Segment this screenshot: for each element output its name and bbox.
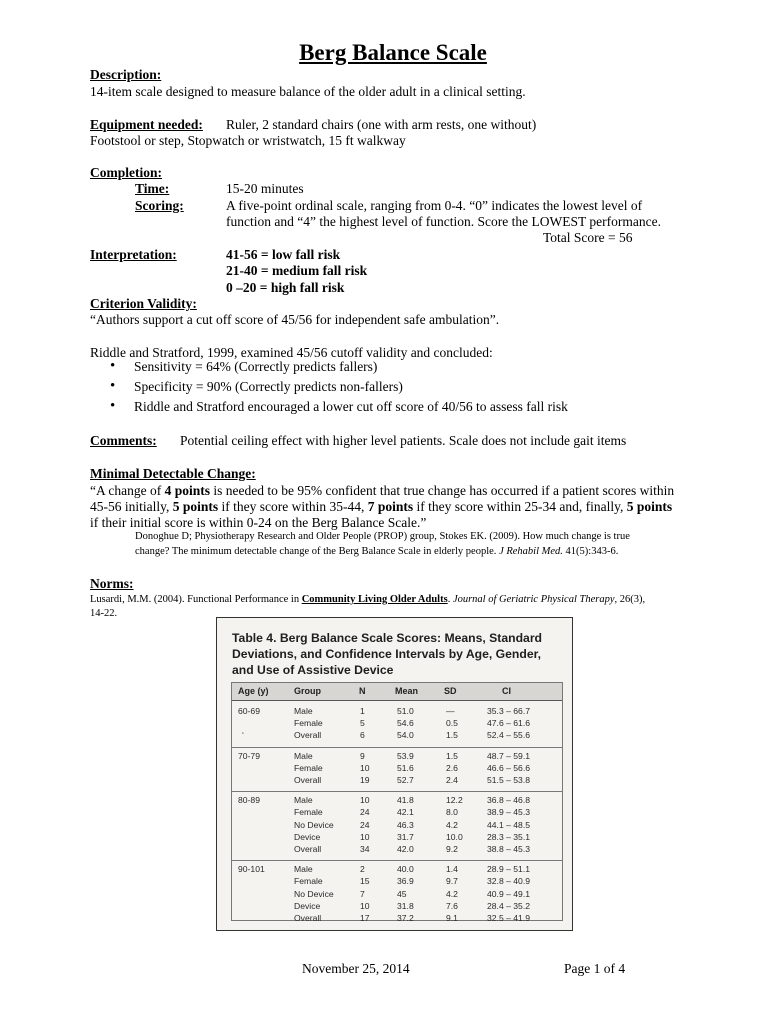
scoring-line-2: function and “4” the highest level of function. Score the LOWEST performance. [226, 214, 661, 229]
table-cell: 7.6 [446, 900, 458, 911]
table-group-divider [232, 747, 562, 748]
list-item: • Specificity = 90% (Correctly predicts non-fallers) [108, 379, 568, 399]
comments-text: Potential ceiling effect with higher level patients. Scale does not include gait items [180, 433, 627, 448]
mdc-line-1: “A change of 4 points is needed to be 95% confident that true change has occurred if a patient scores within [90, 483, 675, 498]
table-cell: 24 [360, 807, 370, 818]
table-age-group: 80-89 [238, 795, 260, 806]
table-cell: 28.4 – 35.2 [487, 900, 531, 911]
table-cell: 10 [360, 762, 370, 773]
table-cell: 1.5 [446, 750, 458, 761]
table-cell: 54.0 [397, 730, 414, 741]
table-cell: Male [294, 795, 313, 806]
table-cell: 15 [360, 876, 370, 887]
table-cell: 17 [360, 913, 370, 923]
table-cell: 10 [360, 795, 370, 806]
table-cell: 9.1 [446, 913, 458, 923]
table-cell: 32.8 – 40.9 [487, 876, 531, 887]
table-cell: 1 [360, 706, 365, 716]
table-cell: 28.9 – 51.1 [487, 864, 531, 875]
table-cell: 51.0 [397, 706, 414, 716]
description-heading: Description: [90, 67, 162, 82]
footer-date: November 25, 2014 [302, 961, 410, 976]
table-cell: 31.7 [397, 831, 414, 842]
table-cell: 52.4 – 55.6 [487, 730, 531, 741]
table-caption: Table 4. Berg Balance Scale Scores: Means, Standard Deviations, and Confidence Intervals by Age, Gender, and Use of Assistive Device [232, 631, 543, 677]
table-cell: 9 [360, 750, 365, 761]
footer-page-number: Page 1 of 4 [564, 961, 626, 976]
table-cell: 1.5 [446, 730, 458, 741]
table-cell: Overall [294, 775, 322, 785]
table-cell: 4.2 [446, 888, 458, 899]
table-cell: 5 [360, 718, 365, 729]
table-cell: Male [294, 864, 313, 875]
list-item: • Riddle and Stratford encouraged a lower cut off score of 40/56 to assess fall risk [108, 399, 568, 419]
table-cell: 53.9 [397, 750, 414, 761]
table-cell: Male [294, 706, 313, 716]
table-cell: 28.3 – 35.1 [487, 831, 531, 842]
scoring-label: Scoring: [135, 198, 184, 213]
norms-reference: Lusardi, M.M. (2004). Functional Performance in Community Living Older Adults. Journal of Geriatric Physical Therapy, 26(3), [90, 594, 646, 605]
criterion-quote: “Authors support a cut off score of 45/56 for independent safe ambulation”. [90, 312, 500, 327]
table-header-group: Group [294, 686, 321, 696]
table-header-age: Age (y) [238, 686, 269, 696]
table-cell: 46.3 [397, 819, 414, 830]
table-age-group: 70-79 [238, 750, 260, 761]
table-cell: 47.6 – 61.6 [487, 718, 531, 729]
table-cell: 51.6 [397, 762, 414, 773]
table-cell: 31.8 [397, 900, 414, 911]
equipment-line-2: Footstool or step, Stopwatch or wristwatch, 15 ft walkway [90, 133, 406, 148]
table-cell: 34 [360, 844, 370, 854]
equipment-line-1: Ruler, 2 standard chairs (one with arm rests, one without) [226, 117, 537, 132]
table-cell: Overall [294, 730, 322, 741]
mdc-reference-2: change? The minimum detectable change of the Berg Balance Scale in elderly people. J Rehabil Med. 41(5):343-6. [135, 546, 619, 557]
table-age-group: 90-101 [238, 864, 265, 875]
norms-reference-pages: 14-22. [90, 608, 118, 619]
table-cell: 48.7 – 59.1 [487, 750, 531, 761]
table-cell: 8.0 [446, 807, 458, 818]
table-header-row [232, 683, 562, 701]
table-header-ci: CI [502, 686, 511, 696]
total-score: Total Score = 56 [543, 230, 633, 245]
table-cell: 42.1 [397, 807, 414, 818]
table-cell: 51.5 – 53.8 [487, 775, 531, 785]
table-cell: Device [294, 900, 321, 911]
table-header-n: N [359, 686, 366, 696]
table-cell: Overall [294, 913, 322, 923]
table-cell: 10 [360, 900, 370, 911]
table-cell: — [446, 706, 455, 716]
criterion-heading: Criterion Validity: [90, 296, 197, 311]
table-cell: Male [294, 750, 313, 761]
table-cell: 38.8 – 45.3 [487, 844, 531, 854]
table-header-mean: Mean [395, 686, 419, 696]
table-cell: 32.5 – 41.9 [487, 913, 531, 923]
list-item: • Sensitivity = 64% (Correctly predicts fallers) [108, 359, 568, 379]
table-cell: 35.3 – 66.7 [487, 706, 531, 716]
table-cell: 9.7 [446, 876, 458, 887]
completion-heading: Completion: [90, 165, 162, 180]
interpretation-high: 0 –20 = high fall risk [226, 280, 345, 295]
table-cell: 36.9 [397, 876, 414, 887]
table-cell: No Device [294, 888, 334, 899]
criterion-intro: Riddle and Stratford, 1999, examined 45/56 cutoff validity and concluded: [90, 345, 493, 360]
table-cell: 38.9 – 45.3 [487, 807, 531, 818]
norms-heading: Norms: [90, 576, 134, 591]
mdc-line-2: 45-56 initially, 5 points if they score within 35-44, 7 points if they score within 25-34 and, finally, 5 points [90, 499, 673, 514]
table-cell: Female [294, 807, 323, 818]
table-cell: 10.0 [446, 831, 463, 842]
table-cell: 36.8 – 46.8 [487, 795, 531, 806]
comments-heading: Comments: [90, 433, 157, 448]
table-group-divider [232, 860, 562, 861]
description-text: 14-item scale designed to measure balance of the older adult in a clinical setting. [90, 84, 526, 99]
time-value: 15-20 minutes [226, 181, 304, 196]
table-cell: 37.2 [397, 913, 414, 923]
table-cell: 6 [360, 730, 365, 741]
table-cell: 4.2 [446, 819, 458, 830]
time-label: Time: [135, 181, 170, 196]
table-cell: No Device [294, 819, 334, 830]
table-cell: 46.6 – 56.6 [487, 762, 531, 773]
table-cell: 10 [360, 831, 370, 842]
table-cell: 52.7 [397, 775, 414, 785]
interpretation-low: 41-56 = low fall risk [226, 247, 341, 262]
mdc-heading: Minimal Detectable Change: [90, 466, 256, 481]
table-cell: 45 [397, 888, 407, 899]
table-cell: 1.4 [446, 864, 458, 875]
table-cell: 19 [360, 775, 370, 785]
criterion-bullet-list [108, 359, 568, 419]
interpretation-medium: 21-40 = medium fall risk [226, 263, 368, 278]
table-cell: 9.2 [446, 844, 458, 854]
table-scan-mark: ‘ [242, 730, 244, 741]
table-cell: Female [294, 762, 323, 773]
table-header-sd: SD [444, 686, 457, 696]
table-age-group: 60-69 [238, 706, 260, 716]
mdc-reference-1: Donoghue D; Physiotherapy Research and Older People (PROP) group, Stokes EK. (2009). How much change is true [135, 531, 630, 542]
scoring-line-1: A five-point ordinal scale, ranging from 0-4. “0” indicates the lowest level of [226, 198, 643, 213]
table-cell: 44.1 – 48.5 [487, 819, 531, 830]
table-cell: 42.0 [397, 844, 414, 854]
table-cell: Device [294, 831, 321, 842]
table-cell: 54.6 [397, 718, 414, 729]
table-cell: Female [294, 876, 323, 887]
table-cell: 24 [360, 819, 370, 830]
table-cell: 41.8 [397, 795, 414, 806]
table-cell: 40.0 [397, 864, 414, 875]
mdc-line-3: if their initial score is within 0-24 on the Berg Balance Scale.” [90, 515, 427, 530]
table-group-divider [232, 791, 562, 792]
table-cell: 2.6 [446, 762, 458, 773]
table-cell: 12.2 [446, 795, 463, 806]
table-cell: 40.9 – 49.1 [487, 888, 531, 899]
table-cell: 0.5 [446, 718, 458, 729]
table-cell: Overall [294, 844, 322, 854]
berg-norms-table-image [216, 617, 573, 931]
table-cell: 2.4 [446, 775, 458, 785]
page-title: Berg Balance Scale [299, 40, 487, 65]
norms-table [231, 682, 563, 921]
table-cell: 2 [360, 864, 365, 875]
interpretation-heading: Interpretation: [90, 247, 177, 262]
equipment-heading: Equipment needed: [90, 117, 203, 132]
table-cell: Female [294, 718, 323, 729]
table-cell: 7 [360, 888, 365, 899]
